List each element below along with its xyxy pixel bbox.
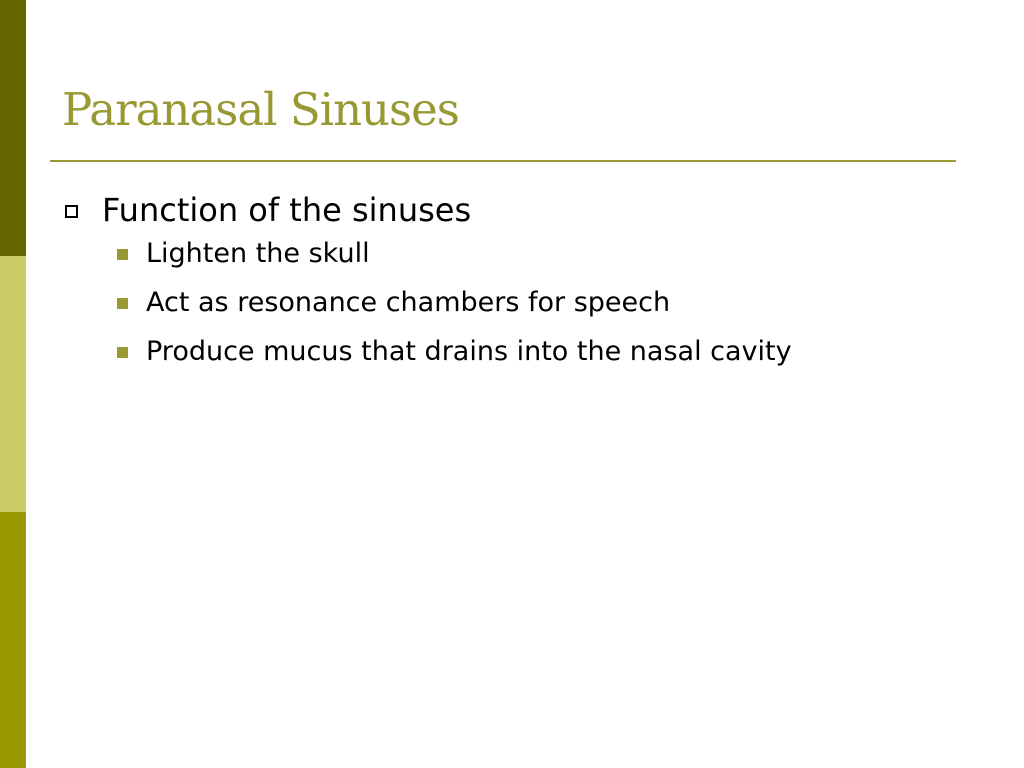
- filled-square-bullet-icon: [117, 347, 128, 358]
- slide-title: Paranasal Sinuses: [62, 83, 459, 136]
- sub-bullet-text: Lighten the skull: [146, 238, 370, 269]
- hollow-square-bullet-icon: [65, 205, 78, 218]
- sub-bullet-text: Produce mucus that drains into the nasal cavity: [146, 336, 792, 367]
- title-divider: [50, 160, 956, 162]
- filled-square-bullet-icon: [117, 298, 128, 309]
- sub-bullet-item: [0, 283, 1024, 323]
- sub-bullet-list: [0, 234, 1024, 372]
- filled-square-bullet-icon: [117, 249, 128, 260]
- sub-bullet-item: [0, 332, 1024, 372]
- side-strip-bottom: [0, 512, 26, 768]
- bullet-item: [0, 188, 1024, 232]
- bullet-text: Function of the sinuses: [102, 191, 472, 229]
- sub-bullet-text: Act as resonance chambers for speech: [146, 287, 671, 318]
- slide-content: [0, 188, 1024, 381]
- sub-bullet-item: [0, 234, 1024, 274]
